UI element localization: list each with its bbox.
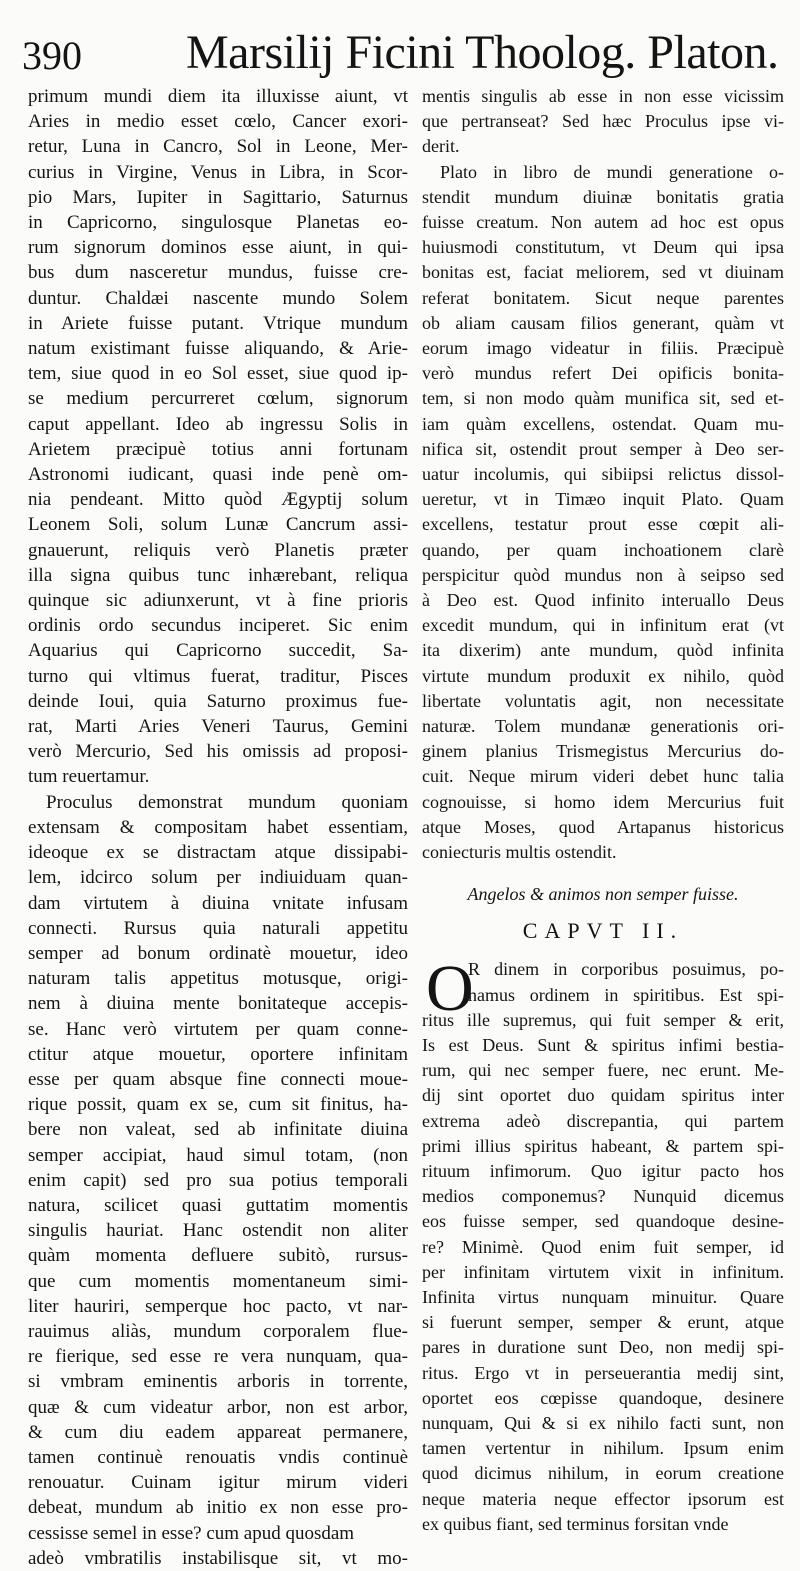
text-line: re? Minimè. Quod enim fuit semper, id [422, 1236, 784, 1257]
text-line: pares in duratione sunt Deo, non medij spi- [422, 1337, 784, 1358]
text-line: eos fuisse semper, sed quandoque desine- [422, 1211, 784, 1232]
text-line: si fuerunt semper, semper & erunt, atque [422, 1312, 784, 1333]
page-header [18, 18, 788, 88]
text-line: turno qui vltimus fuerat, traditur, Pisces [28, 665, 408, 687]
text-line: ex quibus fiant, sed terminus forsitan vnde [422, 1513, 729, 1534]
text-line: gnauerunt, reliquis verò Planetis præter [28, 539, 408, 561]
text-line: tamen vertentur in nihilum. Ipsum enim [422, 1438, 784, 1459]
text-line: Plato in libro de mundi generatione o- [440, 161, 784, 182]
text-line: ctitur atque mouetur, oportere infinitam [28, 1043, 408, 1065]
text-line: referat bonitatem. Sicut neque parentes [422, 287, 784, 308]
text-line: que cum momentis momentaneum simi- [28, 1270, 408, 1292]
right-column-top-text [422, 84, 784, 865]
text-line: nia pendeant. Mitto quòd Ægyptij solum [28, 489, 408, 511]
text-line: caput appellant. Ideo ab ingressu Solis in [28, 413, 408, 435]
text-line: que pertranseat? Sed hæc Proculus ipse vi- [422, 111, 784, 132]
text-line: tamen continuè renouatis vndis continuè [28, 1446, 408, 1468]
text-line: virtute mundum produxit ex nihilo, quòd [422, 665, 784, 686]
text-line: ideoque ex se distractam atque dissipabi- [28, 842, 408, 864]
text-line: se. Hanc verò virtutem per quam conne- [28, 1018, 408, 1040]
text-line: stendit mundum diuinæ bonitatis gratia [422, 186, 784, 207]
text-line: se medium percurreret cœlum, signorum [28, 388, 408, 410]
text-line: si vmbram eminentis arboris in torrente, [28, 1371, 408, 1393]
running-title: Marsilij Ficini Thoolog. Platon. [186, 26, 779, 79]
text-line: liter hauriri, semperque hoc pacto, vt nar- [28, 1295, 408, 1317]
text-line: & cum diu eadem appareat permanere, [28, 1421, 408, 1443]
text-line: nem à diuina mente bonitateque accepis- [28, 993, 408, 1015]
text-line: lem, idcirco solum per indiuiduam quan- [28, 867, 408, 889]
text-line: ueretur, vt in Timæo inquit Plato. Quam [422, 489, 784, 510]
text-line: mentis singulis ab esse in non esse vicissim [422, 86, 784, 106]
text-line: enim capit) sed pro sua potius temporali [28, 1169, 408, 1191]
text-line: rum signorum dominos esse aiunt, in qui- [28, 237, 408, 259]
text-line: tum reuertamur. [28, 766, 150, 788]
text-line: verò mundus refert Dei opificis bonita- [422, 363, 784, 384]
text-line: fuisse creatum. Non autem ad hoc est opus [422, 212, 784, 233]
text-line: excedit mundum, qui in infinitum erat (vt [422, 615, 784, 636]
chapter-heading: CAPVT II. [522, 918, 684, 944]
text-line: cessisse semel in esse? cum apud quosdam [28, 1522, 355, 1544]
text-line: in Capricorno, singulosque Planetas eo- [28, 212, 408, 234]
text-line: retur, Luna in Cancro, Sol in Leone, Mer- [28, 136, 408, 158]
text-line: ritus. Ergo vt in perseuerantia medij sint, [422, 1362, 784, 1383]
text-line: curius in Virgine, Venus in Libra, in Scor- [28, 161, 408, 183]
text-line: verò Mercurio, Sed his omissis ad proposi- [28, 741, 408, 763]
text-line: Is est Deus. Sunt & spiritus infimi bestia- [422, 1034, 784, 1055]
text-line: rum, qui nec semper fuere, nec erunt. Me- [422, 1060, 784, 1081]
text-line: primum mundi diem ita illuxisse aiunt, vt [28, 86, 408, 107]
text-line: uatur incolumis, qui sibiipsi relictus dissol- [422, 464, 784, 485]
text-line: per infinitam virtutem vixit in infinitum. [422, 1261, 784, 1282]
text-line: ita dixerim) ante mundum, quòd infinita [422, 640, 784, 661]
text-line: R dinem in corporibus posuimus, po- [468, 959, 784, 980]
text-line: re fierique, sed esse re vera nunquam, qua- [28, 1346, 408, 1368]
text-line: ginem planius Trismegistus Mercurius do- [422, 741, 784, 762]
text-line: nifica sit, ostendit prout semper à Deo ser- [422, 438, 784, 459]
text-line: medios componemus? Nunquid dicemus [422, 1186, 784, 1207]
text-line: illa signa quibus tunc inhærebant, reliqua [28, 564, 408, 586]
text-line: rique possit, quam ex se, cum sit finitus, ha- [28, 1094, 408, 1116]
text-line: esse per quam absque fine connecti moue- [28, 1068, 408, 1090]
text-line: huiusmodi constitutum, vt Deum qui ipsa [422, 237, 784, 258]
text-line: rat, Marti Aries Veneri Taurus, Gemini [28, 716, 408, 738]
text-line: naturæ. Tolem mundanæ generationis ori- [422, 716, 784, 737]
page-number: 390 [22, 33, 82, 78]
text-line: eorum imago videatur in filiis. Præcipuè [422, 338, 784, 359]
text-line: connecti. Rursus quia naturali appetitu [28, 917, 408, 939]
text-line: coniecturis multis ostendit. [422, 842, 617, 863]
text-line: rituum infimorum. Quo igitur pacto hos [422, 1160, 784, 1181]
section-subheading: Angelos & animos non semper fuisse. [467, 884, 739, 905]
text-line: bus dum nasceretur mundus, fuisse cre- [28, 262, 408, 284]
drop-cap-letter: O [426, 952, 474, 1026]
text-line: bere non valeat, sed ab infinitate diuina [28, 1119, 408, 1141]
text-line: natum existimant fuisse aliquando, & Arie- [28, 338, 408, 360]
text-line: renouatur. Cuinam igitur mirum videri [28, 1472, 408, 1494]
text-line: tem, siue quod in eo Sol esset, siue quod ip- [28, 363, 408, 385]
text-line: Astronomi iudicant, quasi inde penè om- [28, 464, 408, 486]
right-column-bottom-text [422, 952, 784, 1537]
chapter-opening [422, 952, 784, 1537]
text-line: tem, si non modo quàm munifica sit, sed et- [422, 388, 784, 409]
left-column [28, 84, 408, 1571]
text-line: dij sint oportet duo quidam spiritus inter [422, 1085, 784, 1106]
text-line: Arietem præcipuè totius anni fortunam [28, 438, 408, 460]
text-line: quinque sic adiunxerunt, vt à fine prioris [28, 590, 408, 612]
text-line: excellens, testatur prout esse cœpit ali- [422, 514, 784, 535]
text-line: cognouisse, si homo idem Mercurius fuit [422, 791, 784, 812]
text-line: extensam & compositam habet essentiam, [28, 816, 408, 838]
text-line: semper accipiat, haud simul totam, (non [28, 1144, 408, 1166]
text-line: quod dicimus nihilum, in eorum creatione [422, 1463, 784, 1484]
text-line: libertate voluntatis agit, non necessitate [422, 690, 784, 711]
text-line: quæ & cum videatur arbor, non est arbor, [28, 1396, 408, 1418]
text-line: à Deo est. Quod infinito interuallo Deus [422, 590, 784, 611]
text-line: Aquarius qui Capricorno succedit, Sa- [28, 640, 408, 662]
text-line: iam quàm excellens, ostendat. Quam mu- [422, 413, 784, 434]
text-line: namus ordinem in spiritibus. Est spi- [468, 984, 784, 1005]
text-line: oportet eos cœpisse quandoque, desinere [422, 1387, 784, 1408]
text-line: Proculus demonstrat mundum quoniam [46, 791, 408, 813]
text-line: Infinita virtus nunquam minuitur. Quare [422, 1286, 784, 1307]
text-line: Aries in medio esset cœlo, Cancer exori- [28, 111, 408, 133]
text-line: naturam talis appetitus motusque, origi- [28, 968, 408, 990]
text-line: primi illius spiritus habeant, & partem spi- [422, 1135, 784, 1156]
text-line: in Ariete fuisse putant. Vtrique mundum [28, 312, 408, 334]
text-line: Leonem Soli, solum Lunæ Cancrum assi- [28, 514, 408, 536]
text-line: derit. [422, 136, 460, 157]
text-line: atque Moses, quod Artapanus historicus [422, 816, 784, 837]
text-line: perspicitur quòd mundus non à seipso sed [422, 564, 784, 585]
text-line: singulis hauriat. Hanc ostendit non aliter [28, 1220, 408, 1242]
text-line: quàm momenta defluere subitò, rursus- [28, 1245, 408, 1267]
text-line: semper ad bonum ordinatè mouetur, ideo [28, 942, 408, 964]
text-line: duntur. Chaldæi nascente mundo Solem [28, 287, 408, 309]
text-line: extrema adeò discrepantia, qui partem [422, 1110, 784, 1131]
right-column [422, 84, 784, 1537]
text-line: deinde Ioui, quia Saturno proximus fue- [28, 690, 408, 712]
text-line: ob aliam causam filios generant, quàm vt [422, 312, 784, 333]
text-line: bonitas est, faciat meliorem, sed vt diuinam [422, 262, 784, 283]
text-line: natura, scilicet quasi guttatim momentis [28, 1194, 408, 1216]
text-line: nunquam, Qui & si ex nihilo facti sunt, non [422, 1412, 784, 1433]
text-line: ritus ille supremus, qui fuit semper & erit, [422, 1009, 784, 1030]
text-line: rauimus aliàs, mundum corporalem flue- [28, 1320, 408, 1342]
text-line: quando, per quam inchoationem clarè [422, 539, 784, 560]
text-line: neque materia neque effector ipsorum est [422, 1488, 784, 1509]
text-line: cuit. Neque mirum videri debet hunc talia [422, 766, 784, 787]
text-line: adeò vmbratilis instabilisque sit, vt mo- [28, 1547, 408, 1569]
text-line: pio Mars, Iupiter in Sagittario, Saturnus [28, 186, 408, 208]
text-line: dam virtutem à diuina vnitate infusam [28, 892, 408, 914]
text-line: debeat, mundum ab initio ex non esse pro- [28, 1497, 408, 1519]
text-line: ordinis ordo secundus inciperet. Sic enim [28, 615, 408, 637]
